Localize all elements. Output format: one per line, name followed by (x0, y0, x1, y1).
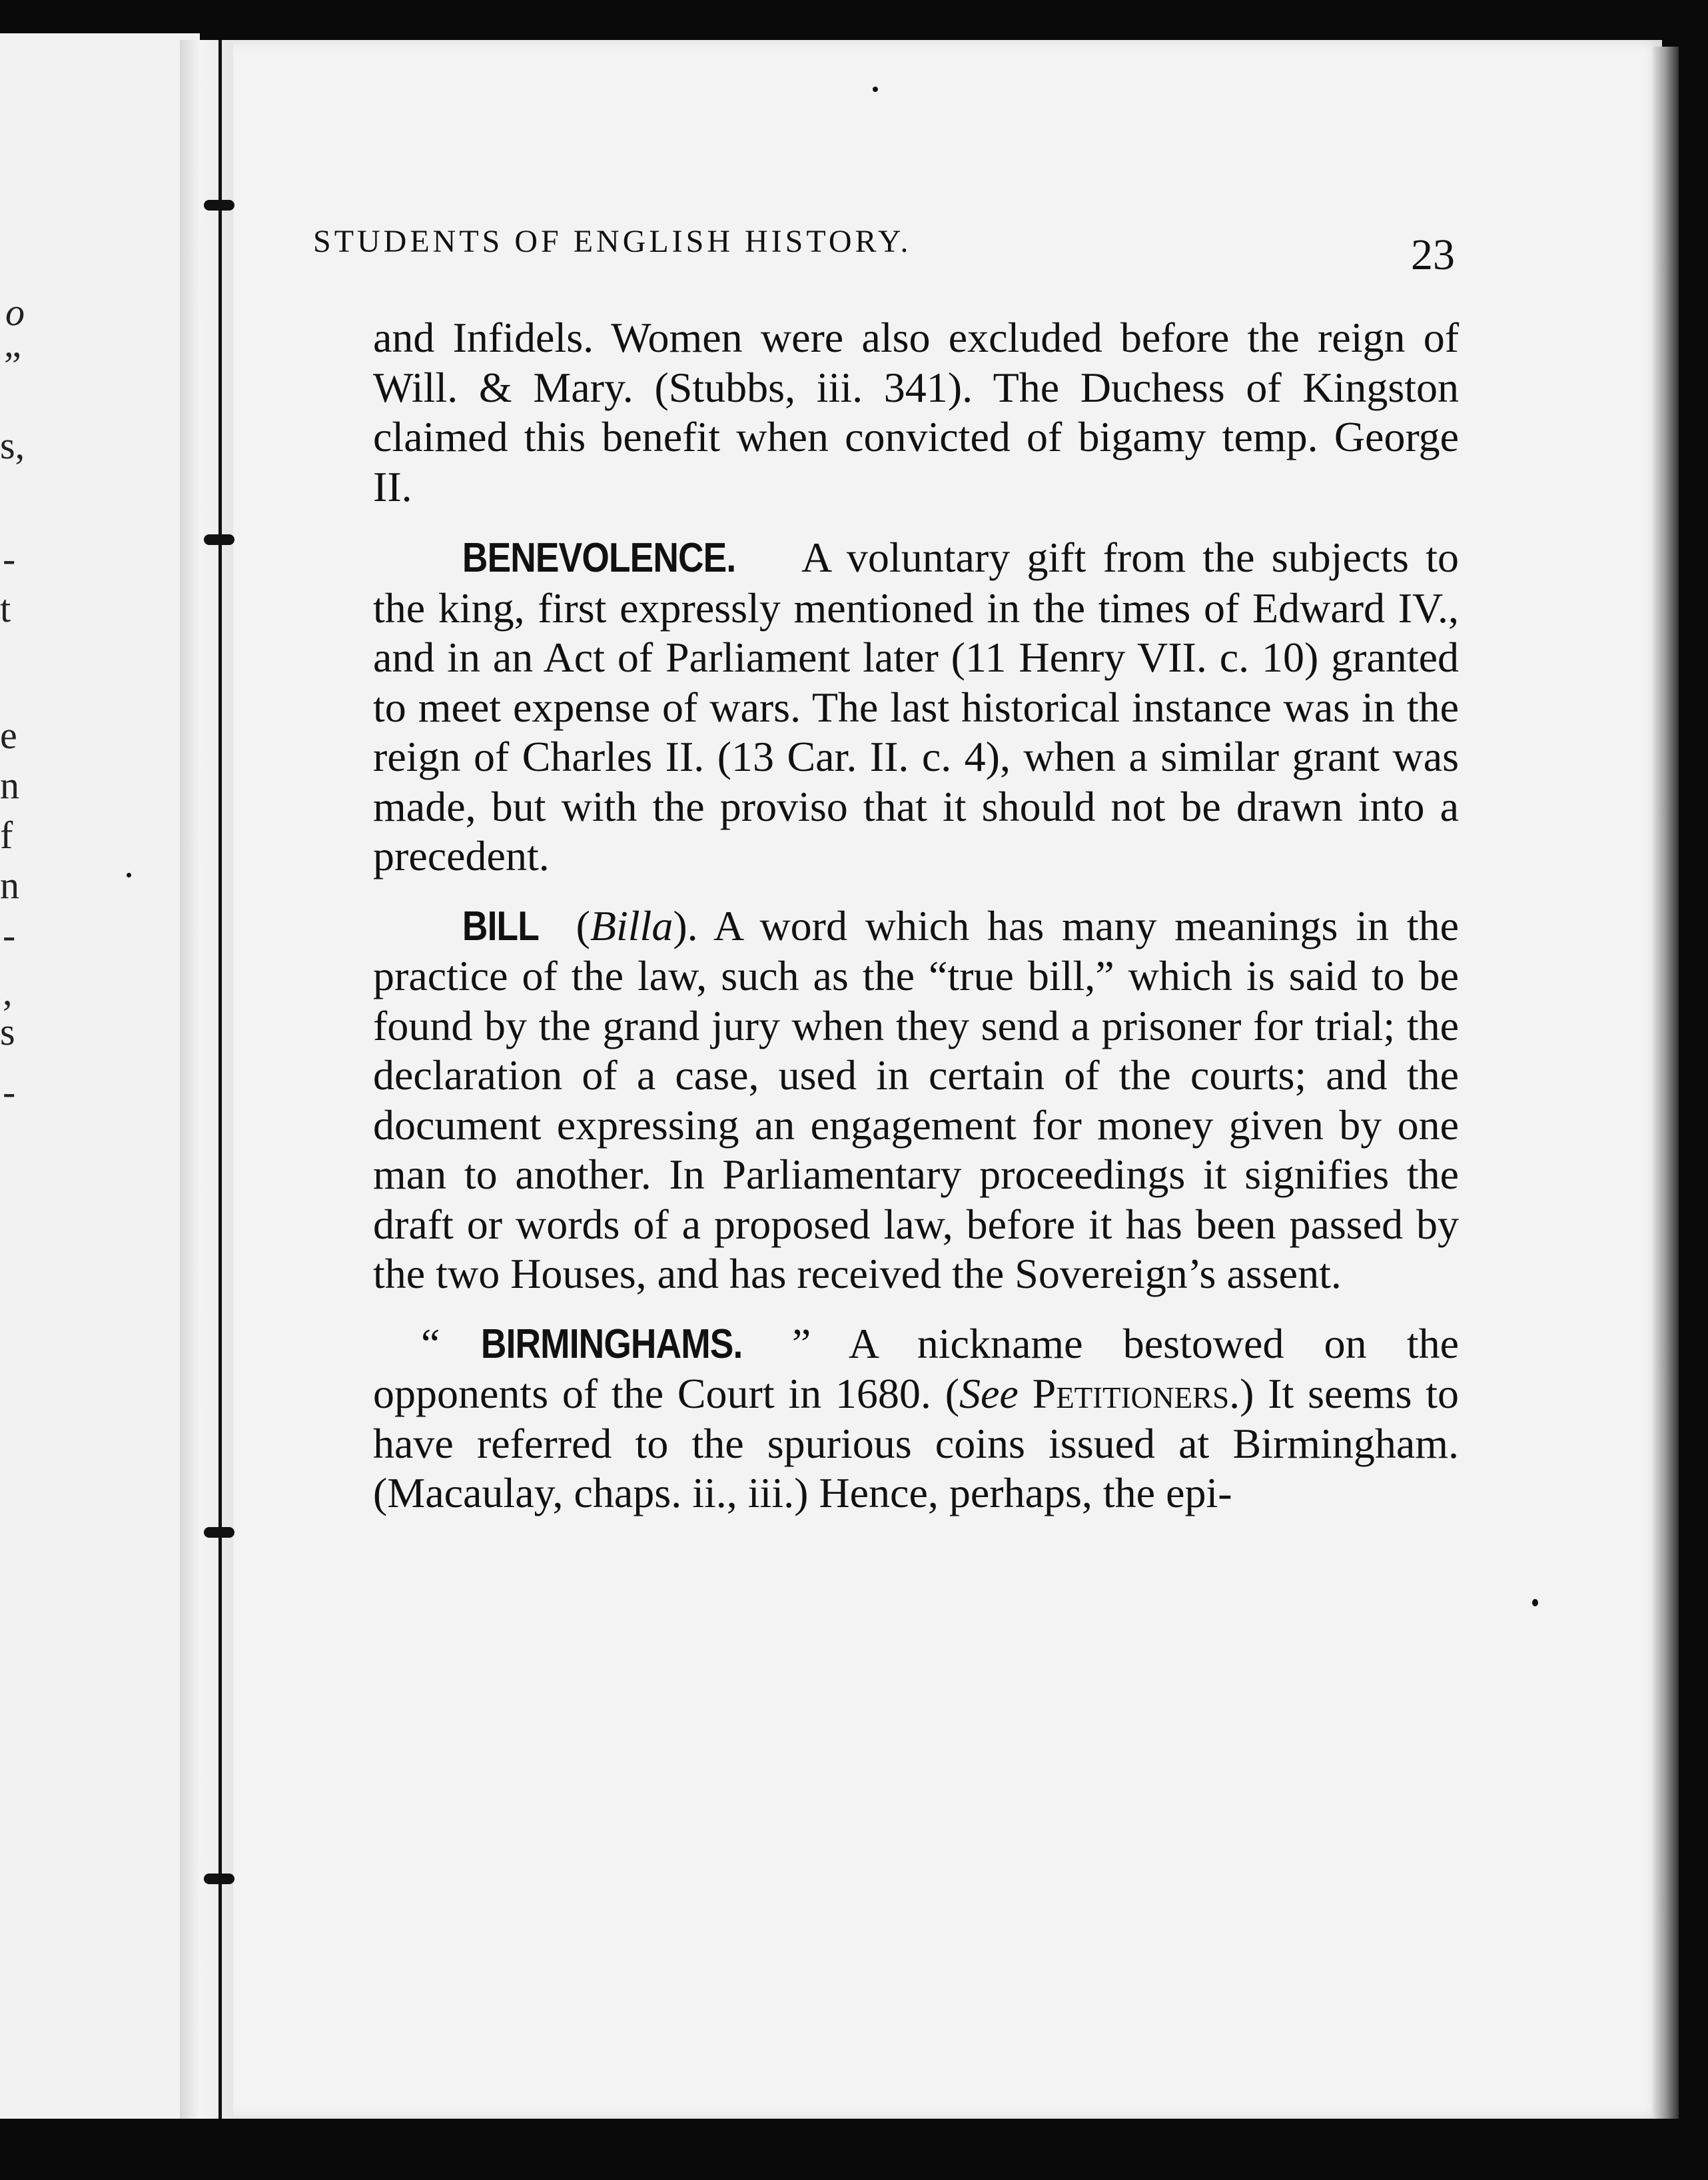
page-body (373, 313, 1459, 1538)
binding-line (218, 40, 222, 2119)
paper-speck (1532, 1599, 1538, 1606)
entry-text: A nickname bestowed on the opponents of the Court in 1680. (373, 1319, 1460, 1417)
page-edge-shadow (1652, 47, 1679, 2119)
entry-benevolence (373, 533, 1459, 881)
entry-continuation (373, 313, 1459, 512)
binding-stitch (204, 534, 234, 545)
running-title: STUDENTS OF ENGLISH HISTORY. (313, 224, 912, 259)
paper-speck (873, 87, 878, 92)
left-page-fragment: t (0, 587, 11, 630)
paper-speck (127, 873, 131, 877)
left-page-fragment: n (0, 764, 19, 807)
entry-headword: BENEVOLENCE. (462, 535, 736, 581)
left-page-fragment: o (5, 290, 25, 334)
left-page-fragment: n (0, 863, 19, 907)
left-page-fragment: , (3, 970, 13, 1013)
entry-headword: BILL (462, 903, 539, 949)
entry-bill: BILL (Billa). A word which has many meanings in the practice of the law, such as the “true bill,” which is said to be found by the grand jury when they send a prisoner for trial; the declaration of a case, used in certain of the courts; and the document expressing an engagement for money given by one man to another. In Parliamentary proceedings it signifies the draft or words of a proposed law, before it has been passed by the two Houses, and has received the Sovereign’s assent. (373, 901, 1460, 1297)
entry-headword: BIRMINGHAMS. (481, 1321, 743, 1367)
left-page-fragment: ” (4, 344, 21, 387)
binding-stitch (204, 1527, 234, 1538)
entry-birminghams: “ BIRMINGHAMS. ” A nickname bestowed on the opponents of the Court in 1680. (See Petitioners.) It seems to have referred to the spurious coins issued at Birmingham. (Macaulay, chaps. ii., iii.) Hence, perhaps, the epi- (373, 1319, 1460, 1516)
entry-text: and Infidels. Women were also excluded before the reign of Will. & Mary. (Stubbs, iii. 341). The Duchess of Kingston claimed this benefit when convicted of bigamy temp. George II. (373, 314, 1459, 510)
left-page-fragment: - (3, 913, 16, 957)
entry-text: It seems to have referred to the spurious coins issued at Birmingham. (Macaulay, chaps. ii., iii.) Hence, perhaps, the epi- (373, 1370, 1460, 1516)
left-page-fragment: - (3, 1070, 16, 1113)
binding-stitch (204, 1874, 234, 1884)
entry-text: A word which has many meanings in the practice of the law, such as the “true bill,” which is said to be found by the grand jury when they send a prisoner for trial; the declaration of a case, used in certain of the courts; and the document expressing an engagement for money given by one man to another. In Parliamentary proceedings it signifies the draft or words of a proposed law, before it has been passed by the two Houses, and has received the Sovereign’s assent. (373, 901, 1460, 1297)
left-page-fragment: s (0, 1010, 15, 1053)
left-page-fragment: s, (0, 424, 25, 467)
left-page-fragment: f (0, 814, 13, 857)
page-number: 23 (1411, 231, 1455, 279)
book-gutter (180, 40, 233, 2119)
binding-stitch (204, 200, 234, 211)
entry-text: A voluntary gift from the subjects to the king, first expressly mentioned in the times of Edward IV., and in an Act of Parliament later (11 Henry VII. c. 10) granted to meet expense of wars. The last historical instance was in the reign of Charles II. (13 Car. II. c. 4), when a similar grant was made, but with the proviso that it should not be drawn into a precedent. (373, 534, 1460, 879)
left-page-fragment: e (0, 714, 17, 757)
entry-latin-term: Billa (590, 901, 673, 949)
left-page-fragment: - (3, 537, 16, 580)
cross-reference-target: Petitioners. (1032, 1370, 1240, 1417)
cross-reference-label: See (959, 1370, 1019, 1417)
left-facing-page (0, 33, 200, 2119)
